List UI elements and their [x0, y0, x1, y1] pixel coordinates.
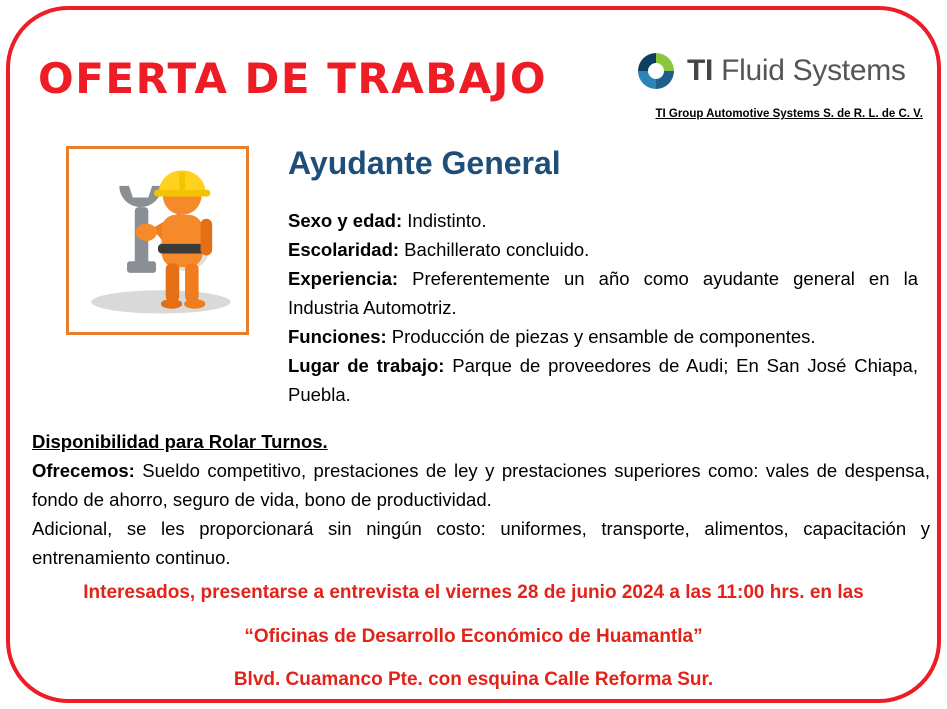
company-name: TI Group Automotive Systems S. de R. L. de C. V. — [655, 108, 923, 120]
offer-paragraph: Ofrecemos: Sueldo competitivo, prestaciones de ley y prestaciones superiores como: vales de despensa, fondo de ahorro, seguro de vida, bono de productividad. — [32, 460, 930, 510]
detail-funciones: Funciones: Producción de piezas y ensamble de componentes. — [288, 326, 816, 347]
detail-sexo: Sexo y edad: Indistinto. — [288, 210, 487, 231]
detail-experiencia: Experiencia: Preferentemente un año como ayudante general en la Industria Automotriz. — [288, 268, 918, 318]
detail-lugar: Lugar de trabajo: Parque de proveedores de Audi; En San José Chiapa, Puebla. — [288, 355, 918, 405]
additional-paragraph: Adicional, se les proporcionará sin ningún costo: uniformes, transporte, alimentos, capacitación y entrenamiento continuo. — [32, 518, 930, 568]
detail-escolaridad: Escolaridad: Bachillerato concluido. — [288, 239, 590, 260]
construction-worker-icon — [69, 149, 246, 332]
job-title: Ayudante General — [288, 145, 561, 181]
office-line: “Oficinas de Desarrollo Económico de Huamantla” — [244, 626, 703, 647]
interview-line: Interesados, presentarse a entrevista el viernes 28 de junio 2024 a las 11:00 hrs. en las — [83, 582, 864, 603]
worker-illustration — [66, 146, 249, 335]
address-line: Blvd. Cuamanco Pte. con esquina Calle Reforma Sur. — [233, 669, 714, 690]
page-title: OFERTA DE TRABAJO — [38, 54, 548, 103]
offer-section — [32, 427, 930, 572]
logo-text: TI Fluid Systems — [687, 54, 906, 87]
company-logo — [634, 48, 914, 94]
availability-heading: Disponibilidad para Rolar Turnos. — [32, 431, 328, 452]
job-details — [288, 206, 918, 409]
ti-logo-icon — [634, 49, 678, 93]
